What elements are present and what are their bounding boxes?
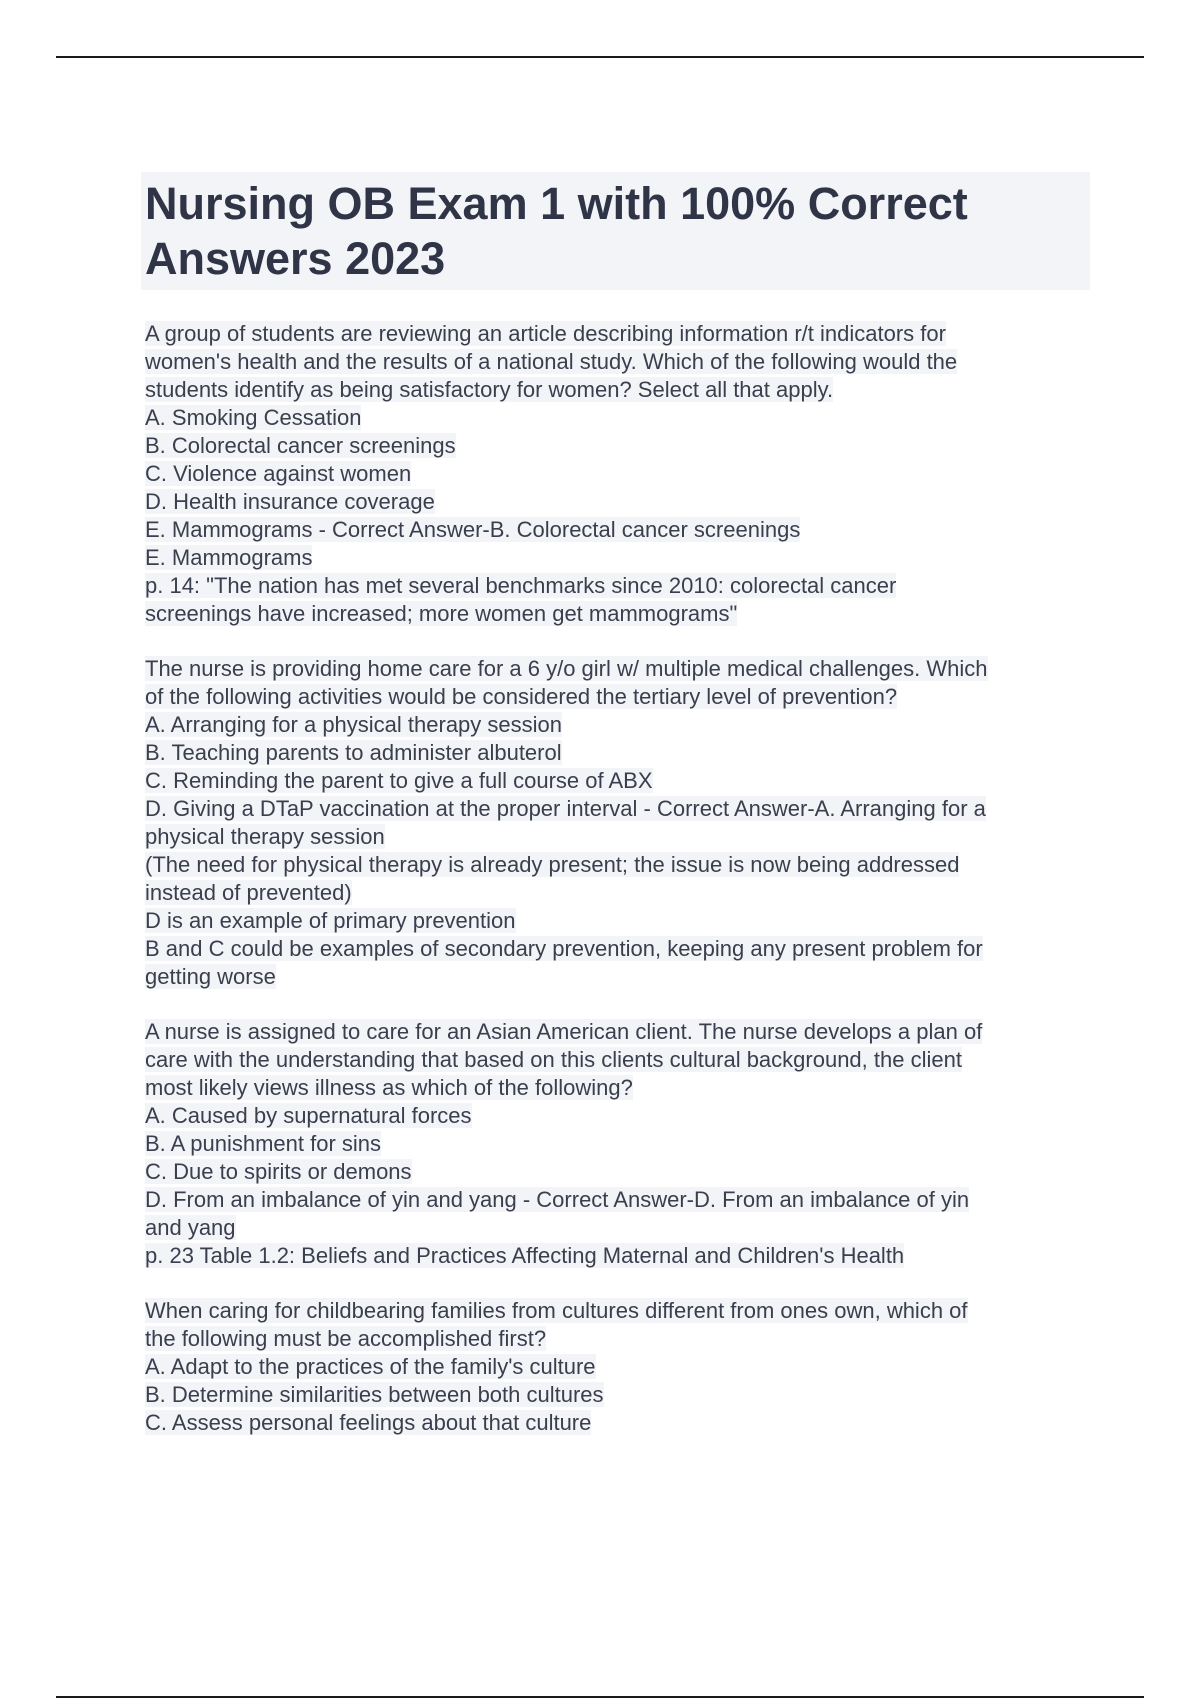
question-line (145, 376, 1090, 404)
question-line (145, 404, 1090, 432)
question-line-text: care with the understanding that based on this clients cultural background, the client (145, 1047, 962, 1072)
question-line (145, 1242, 1090, 1270)
question-line (145, 655, 1090, 683)
question-line (145, 572, 1090, 600)
question-line (145, 1046, 1090, 1074)
document-title (145, 176, 1086, 286)
question-line-text: B. Colorectal cancer screenings (145, 433, 456, 458)
question-line-text: C. Assess personal feelings about that culture (145, 1410, 592, 1435)
question-line-text: B. Determine similarities between both cultures (145, 1382, 604, 1407)
question-line (145, 739, 1090, 767)
question-line (145, 935, 1090, 963)
question-line (145, 1158, 1090, 1186)
question-line (145, 823, 1090, 851)
question-line (145, 348, 1090, 376)
question-line (145, 1353, 1090, 1381)
question-line (145, 460, 1090, 488)
question-line (145, 488, 1090, 516)
question-line-text: C. Due to spirits or demons (145, 1159, 412, 1184)
question-line-text: C. Violence against women (145, 461, 412, 486)
question-line (145, 600, 1090, 628)
question-line-text: getting worse (145, 964, 276, 989)
question-line-text: of the following activities would be considered the tertiary level of prevention? (145, 684, 898, 709)
question-line-text: screenings have increased; more women get mammograms" (145, 601, 738, 626)
question-line-text: the following must be accomplished first? (145, 1326, 547, 1351)
question-line (145, 683, 1090, 711)
question-block (145, 1018, 1090, 1270)
question-line-text: B. Teaching parents to administer albuterol (145, 740, 562, 765)
question-line-text: instead of prevented) (145, 880, 352, 905)
question-line (145, 516, 1090, 544)
question-line (145, 1186, 1090, 1214)
question-line (145, 767, 1090, 795)
question-line (145, 1325, 1090, 1353)
question-line-text: D. Health insurance coverage (145, 489, 435, 514)
question-line-text: (The need for physical therapy is already present; the issue is now being addressed (145, 852, 960, 877)
question-line-text: E. Mammograms (145, 545, 313, 570)
question-list (145, 320, 1090, 1437)
question-line-text: physical therapy session (145, 824, 385, 849)
question-line-text: E. Mammograms - Correct Answer-B. Colorectal cancer screenings (145, 517, 801, 542)
question-line-text: p. 23 Table 1.2: Beliefs and Practices Affecting Maternal and Children's Health (145, 1243, 905, 1268)
question-line (145, 1297, 1090, 1325)
question-block (145, 655, 1090, 991)
question-line (145, 907, 1090, 935)
question-line (145, 1214, 1090, 1242)
question-line (145, 879, 1090, 907)
question-line-text: A group of students are reviewing an article describing information r/t indicators for (145, 321, 946, 346)
question-line-text: A. Smoking Cessation (145, 405, 362, 430)
question-line (145, 851, 1090, 879)
title-line: Answers 2023 (145, 233, 446, 284)
question-line-text: When caring for childbearing families from cultures different from ones own, which of (145, 1298, 968, 1323)
question-line-text: The nurse is providing home care for a 6 y/o girl w/ multiple medical challenges. Which (145, 656, 988, 681)
top-rule (56, 56, 1144, 58)
question-line-text: A. Caused by supernatural forces (145, 1103, 472, 1128)
question-block (145, 1297, 1090, 1437)
question-line (145, 320, 1090, 348)
question-line (145, 711, 1090, 739)
question-line (145, 432, 1090, 460)
question-line-text: women's health and the results of a national study. Which of the following would the (145, 349, 958, 374)
title-line: Nursing OB Exam 1 with 100% Correct (145, 178, 968, 229)
bottom-rule (56, 1696, 1144, 1698)
question-line (145, 1074, 1090, 1102)
question-line (145, 963, 1090, 991)
question-line-text: p. 14: "The nation has met several benchmarks since 2010: colorectal cancer (145, 573, 897, 598)
question-line-text: D. From an imbalance of yin and yang - Correct Answer-D. From an imbalance of yin (145, 1187, 970, 1212)
question-line-text: C. Reminding the parent to give a full course of ABX (145, 768, 653, 793)
question-line (145, 1018, 1090, 1046)
question-line-text: B and C could be examples of secondary prevention, keeping any present problem for (145, 936, 983, 961)
question-line (145, 1381, 1090, 1409)
question-line-text: A nurse is assigned to care for an Asian American client. The nurse develops a plan of (145, 1019, 983, 1044)
question-line (145, 795, 1090, 823)
question-line-text: A. Adapt to the practices of the family's culture (145, 1354, 596, 1379)
question-line-text: most likely views illness as which of the following? (145, 1075, 633, 1100)
question-line (145, 1102, 1090, 1130)
question-line-text: B. A punishment for sins (145, 1131, 382, 1156)
question-line-text: D is an example of primary prevention (145, 908, 516, 933)
question-line-text: students identify as being satisfactory for women? Select all that apply. (145, 377, 834, 402)
question-line (145, 544, 1090, 572)
question-line-text: and yang (145, 1215, 236, 1240)
question-line-text: A. Arranging for a physical therapy session (145, 712, 563, 737)
question-line (145, 1130, 1090, 1158)
title-block (141, 172, 1090, 290)
question-line-text: D. Giving a DTaP vaccination at the proper interval - Correct Answer-A. Arranging for a (145, 796, 986, 821)
document-body (145, 172, 1090, 1464)
question-block (145, 320, 1090, 628)
question-line (145, 1409, 1090, 1437)
